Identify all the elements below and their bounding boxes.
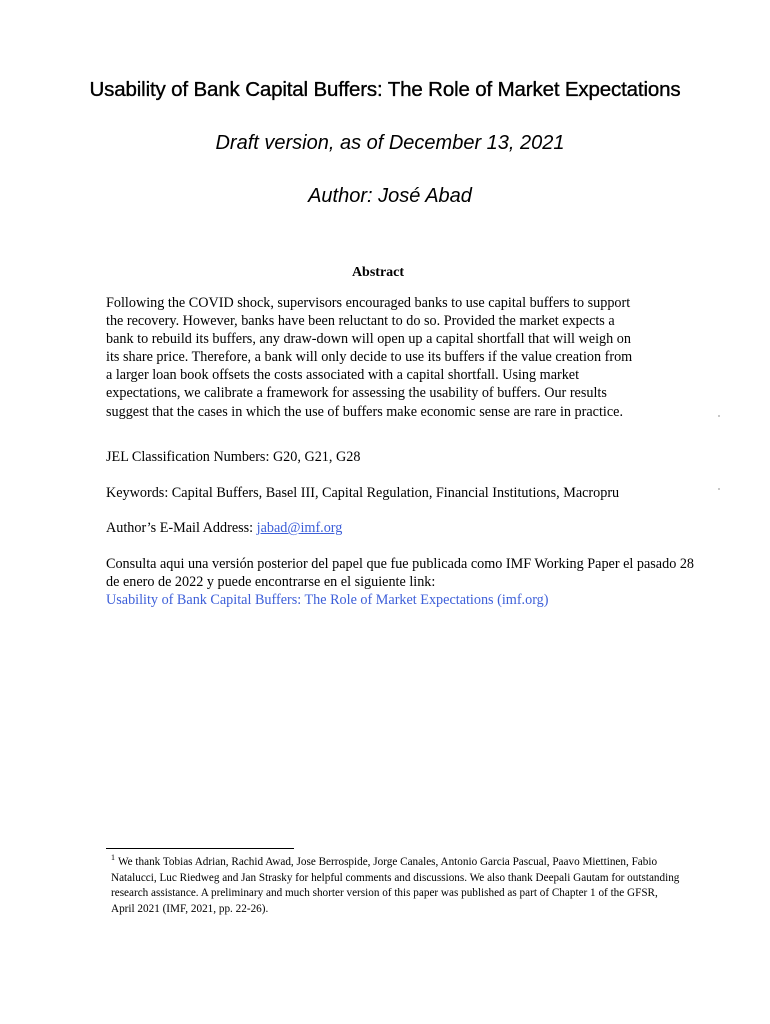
later-version-link-wrapper (106, 591, 706, 609)
later-version-link[interactable]: Usability of Bank Capital Buffers: The Role of Market Expectations (imf.org) (106, 592, 549, 608)
scan-artifact-dot (718, 488, 720, 490)
later-version-note (106, 555, 706, 609)
abstract-heading: Abstract (351, 265, 405, 280)
footnote-marker: 1 (111, 853, 115, 863)
jel-classification: JEL Classification Numbers: G20, G21, G28 (106, 449, 361, 465)
email-label: Author’s E-Mail Address: (106, 520, 257, 536)
later-version-text: Consulta aqui una versión posterior del papel que fue publicada como IMF Working Paper el pasado 28 de enero de 2022 y puede encontrarse en el siguiente link: (106, 556, 695, 590)
author-line: Author: José Abad (308, 185, 472, 207)
draft-version-line: Draft version, as of December 13, 2021 (215, 132, 565, 154)
footnote-divider (106, 848, 294, 849)
email-link[interactable]: jabad@imf.org (256, 520, 343, 536)
scan-artifact-dot (718, 415, 720, 417)
footnote-text: We thank Tobias Adrian, Rachid Awad, Jose Berrospide, Jorge Canales, Antonio Garcia Pascual, Paavo Miettinen, Fabio Natalucci, Luc Riedweg and Jan Strasky for helpful comments and discussions. We also thank Deepali Gautam for outstanding research assistance. A preliminary and much shorter version of this paper was published as part of Chapter 1 of the GFSR, April 2021 (IMF, 2021, pp. 22-26). (111, 856, 680, 915)
author-email-line (106, 519, 342, 537)
footnote (111, 855, 681, 917)
keywords-line: Keywords: Capital Buffers, Basel III, Capital Regulation, Financial Institutions, Macropru (106, 485, 620, 501)
paper-title: Usability of Bank Capital Buffers: The Role of Market Expectations (89, 78, 681, 101)
abstract-body: Following the COVID shock, supervisors encouraged banks to use capital buffers to support the recovery. However, banks have been reluctant to do so. Provided the market expects a bank to rebuild its buffers, any draw-down will open up a capital shortfall that will weigh on its share price. Therefore, a bank will only decide to use its buffers if the value creation from a larger loan book offsets the costs associated with a capital shortfall. Using market expectations, we calibrate a framework for assessing the usability of buffers. Our results suggest that the cases in which the use of buffers make economic sense are rare in practice. (106, 295, 633, 420)
